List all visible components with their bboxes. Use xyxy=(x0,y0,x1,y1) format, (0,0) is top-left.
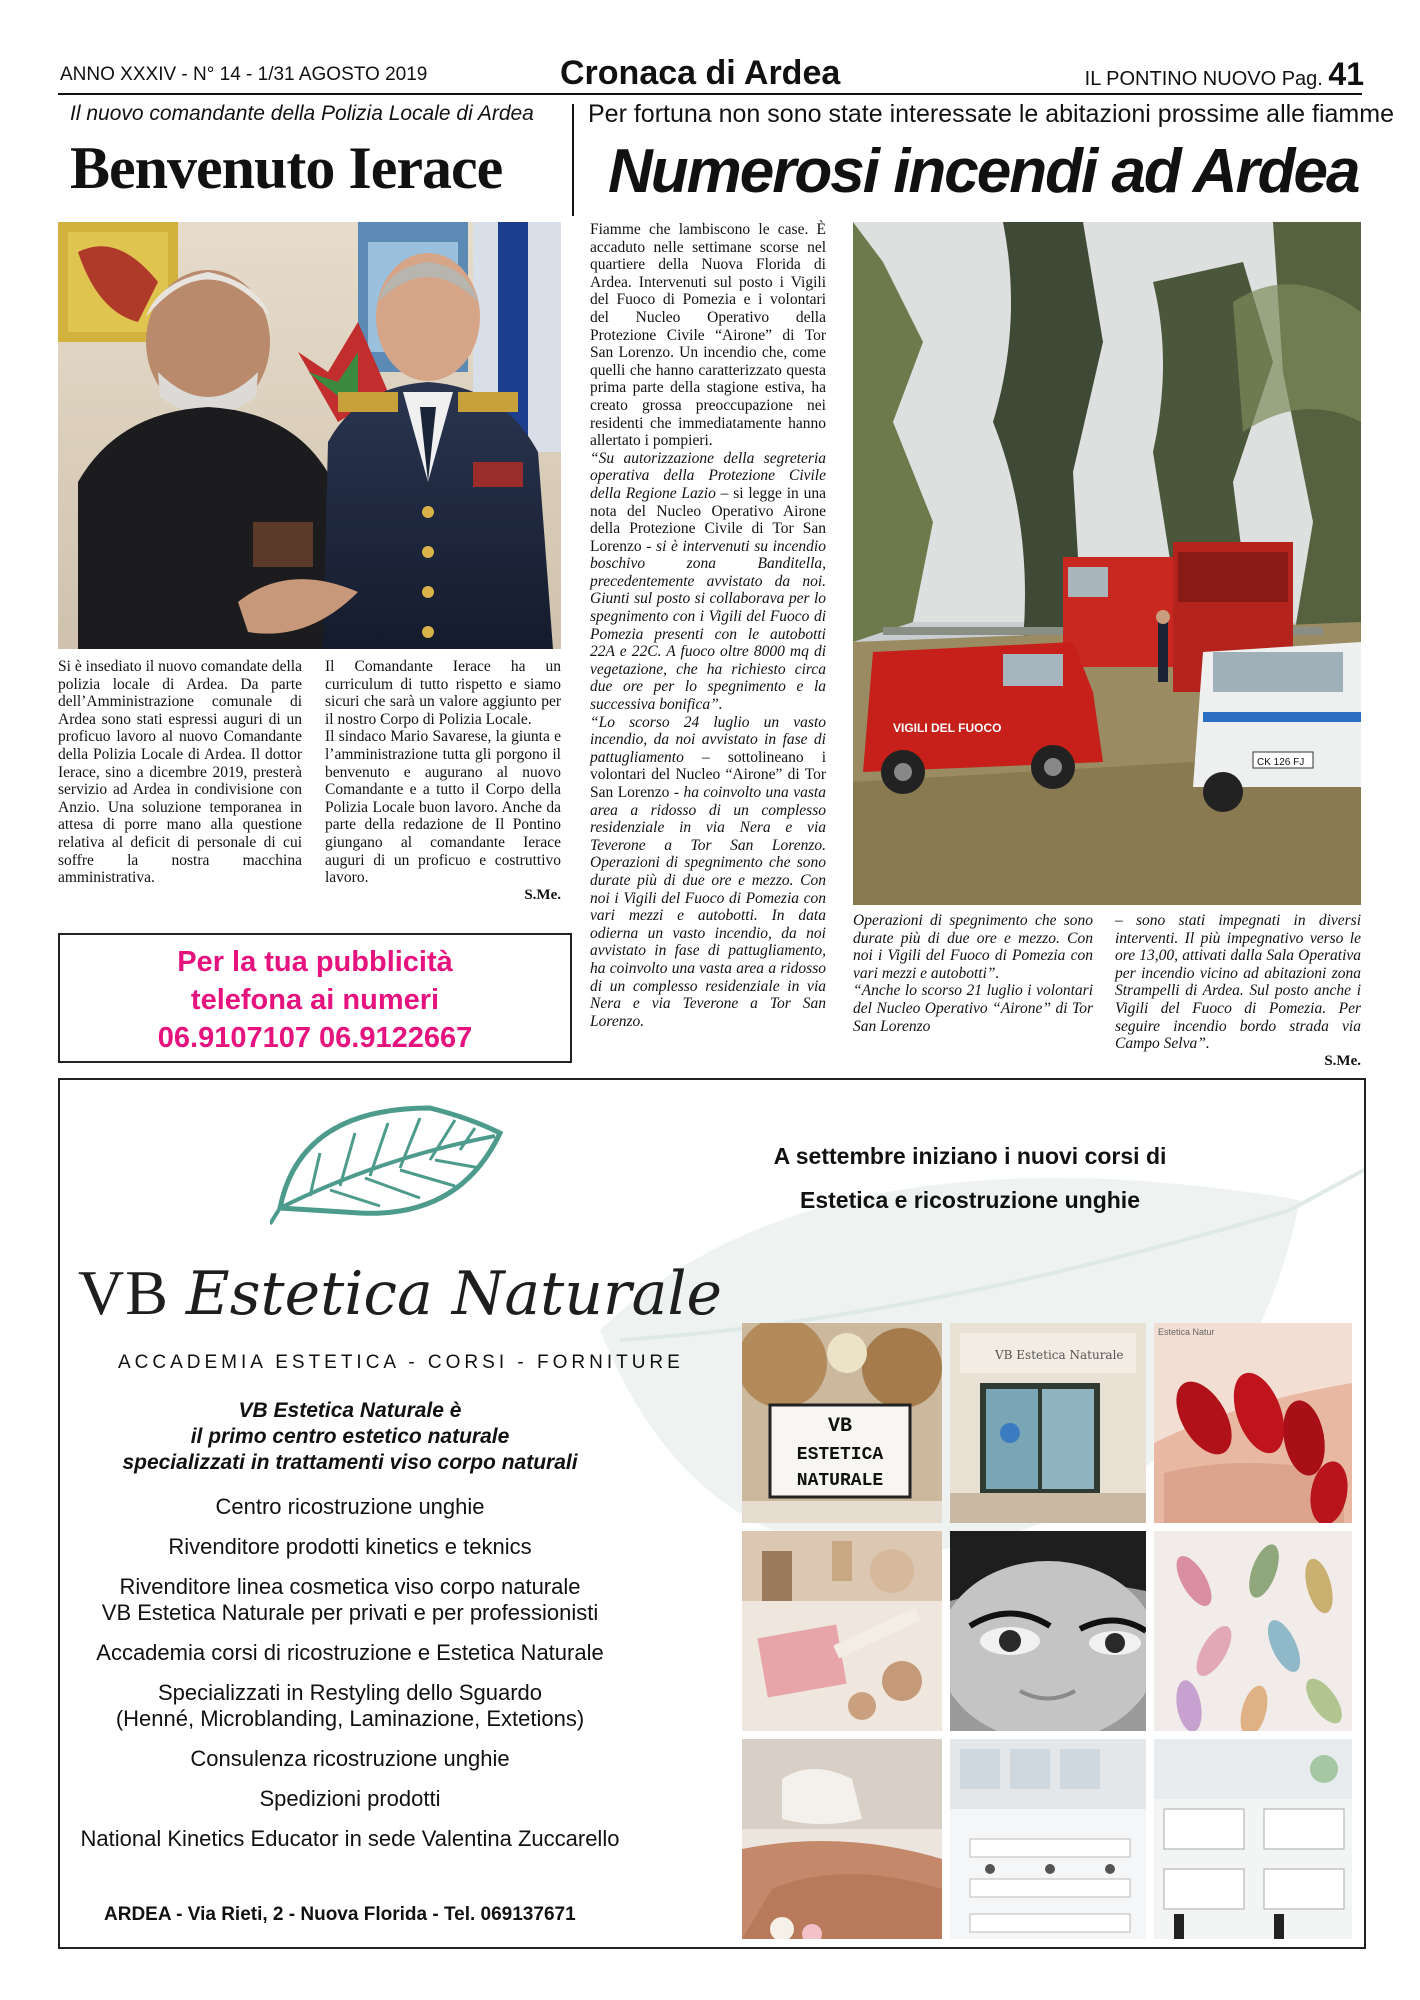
service-item: Rivenditore prodotti kinetics e teknics xyxy=(168,1534,532,1559)
shop-sign-text: VB Estetica Naturale xyxy=(995,1348,1124,1362)
service-item: (Henné, Microblanding, Laminazione, Extetions) xyxy=(115,1706,585,1731)
advertising-box xyxy=(58,933,572,1063)
article2-quote2a: “Lo scorso 24 luglio un vasto incendio, da noi avvistato in fase di pattugliamento xyxy=(590,713,826,766)
article1-text-1: Si è insediato il nuovo comandate della polizia locale di Ardea. Da parte dell’Amministrazione comunale di Ardea sono stati espressi auguri di un proficuo lavoro al nuovo Comandante della Polizia Locale di Ardea. Il dottor Ierace, sino a dicembre 2019, presterà servizio ad Ardea in condivisione con Anzio. Una soluzione temporanea in attesa di porre mano alla questione relativa al deficit di personale di cui soffre la nostra macchina amministrativa. xyxy=(58,658,302,887)
article2-headline: Numerosi incendi ad Ardea xyxy=(608,137,1359,206)
service-item: Specializzati in Restyling dello Sguardo xyxy=(158,1680,542,1705)
article2-quote3a: “Anche lo scorso 21 luglio i volontari del Nucleo Operativo “Airone” di Tor San Lorenzo xyxy=(853,982,1093,1035)
brand-prefix: VB xyxy=(78,1257,169,1328)
brand-subtitle: ACCADEMIA ESTETICA - CORSI - FORNITURE xyxy=(118,1352,684,1373)
commander-photo xyxy=(58,222,561,649)
eyes-photo xyxy=(950,1531,1146,1731)
red-nails-photo xyxy=(1154,1323,1352,1523)
article2-quote1c: si è intervenuti su incendio boschivo zona Banditella, precedentemente avvistato da noi. Giunti sul posto si collaborava per lo spegnimento con i Vigili del Fuoco di Pomezia presenti con le autobotti 22A e 22C. A fuoco oltre 8000 mq di vegetazione, che ha richiesto circa due ore per lo spegnimento e la successiva bonifica”. xyxy=(590,537,826,714)
service-item: Centro ricostruzione unghie xyxy=(215,1494,485,1519)
headline-divider xyxy=(572,104,574,216)
makeup-photo xyxy=(742,1531,942,1731)
article1-column-1 xyxy=(58,658,302,887)
service-item: National Kinetics Educator in sede Valentina Zuccarello xyxy=(80,1826,620,1851)
plate-text: CK 126 FJ xyxy=(1257,757,1305,768)
intro-line-1: VB Estetica Naturale è xyxy=(238,1399,462,1422)
article2-p1: Fiamme che lambiscono le case. È accaduto nelle settimane scorse nel quartiere della Nuova Florida di Ardea. Intervenuti sul posto i Vigili del Fuoco di Pomezia e i volontari del Nucleo Operativo della Protezione Civile “Airone” di Tor San Lorenzo. Un incendio che, come quelli che hanno caratterizzato questa prima parte della stagione estiva, ha creato grossa preoccupazione nei residenti che immediatamente hanno allertato i pompieri. xyxy=(590,221,826,450)
classroom-photo xyxy=(950,1739,1146,1939)
estetica-ad xyxy=(58,1078,1366,1949)
article2-column-3 xyxy=(1115,912,1361,1070)
article2-column-1 xyxy=(590,221,826,1030)
article2-quote1a: “Su autorizzazione della segreteria operativa della Protezione Civile della Regione Lazio xyxy=(590,449,826,502)
article2-p4: Operazioni di spegnimento che sono durate più di due ore e mezzo. Con noi i Vigili del Fuoco di Pomezia con vari mezzi e autobotti”. xyxy=(853,912,1093,982)
services-list xyxy=(60,1398,640,1852)
brand-script: Estetica Naturale xyxy=(185,1259,723,1329)
article1-text-2a: Il Comandante Ierace ha un curriculum di tutto rispetto e siamo sicuri che sarà un valore aggiunto per il nostro Corpo di Polizia Locale. xyxy=(325,658,561,728)
article1-text-2b: Il sindaco Mario Savarese, la giunta e l’amministrazione tutta gli porgono il benvenuto e augurano al nuovo Comandante e a tutto il Corpo della Polizia Locale buon lavoro. Anche da parte della redazione de Il Pontino giungano al comandante Ierace auguri di un proficuo e costruttivo lavoro. xyxy=(325,728,561,887)
intro-line-2: il primo centro estetico naturale xyxy=(190,1425,510,1448)
salon-room-photo xyxy=(1154,1739,1352,1939)
article2-signature: S.Me. xyxy=(1324,1052,1361,1069)
article1-column-2 xyxy=(325,658,561,904)
service-item: Rivenditore linea cosmetica viso corpo naturale xyxy=(119,1574,581,1599)
lightbox-line-2: ESTETICA xyxy=(796,1445,884,1465)
paper-name: IL PONTINO NUOVO Pag. xyxy=(1084,68,1323,90)
article2-quote1b: – si legge in una nota del Nucleo Operativo Airone della Protezione Civile di Tor San Lorenzo - xyxy=(590,484,826,555)
masthead-rule xyxy=(58,93,1362,95)
intro-line-3: specializzati in trattamenti viso corpo naturali xyxy=(122,1451,578,1474)
lightbox-photo xyxy=(742,1323,942,1523)
article1-headline: Benvenuto Ierace xyxy=(70,135,503,201)
issue-info: ANNO XXXIV - N° 14 - 1/31 AGOSTO 2019 xyxy=(60,64,428,85)
page-number: 41 xyxy=(1328,56,1364,92)
lightbox-line-1: VB xyxy=(827,1415,853,1438)
ad-line-2: telefona ai numeri xyxy=(190,984,440,1016)
article2-kicker: Per fortuna non sono state interessate le abitazioni prossime alle fiamme xyxy=(588,100,1394,128)
tile-caption: Estetica Natur xyxy=(1158,1327,1215,1337)
article1-kicker: Il nuovo comandante della Polizia Locale di Ardea xyxy=(70,102,534,125)
massage-photo xyxy=(742,1739,942,1939)
article2-quote3b: – sono stati impegnati in diversi interventi. Il più impegnativo verso le ore 13,00, attivati dalla Sala Operativa per incendio vicino ad abitazioni zona Strampelli di Ardea. Sul posto anche i Vigili del Fuoco di Pomezia. Per seguire incendio bordo strada via Campo Selva”. xyxy=(1115,912,1361,1053)
leaf-logo-icon xyxy=(270,1098,510,1228)
nail-art-photo xyxy=(1154,1531,1352,1731)
courses-line-1: A settembre iniziano i nuovi corsi di xyxy=(773,1143,1167,1169)
service-item: Spedizioni prodotti xyxy=(259,1786,441,1811)
service-item: Accademia corsi di ricostruzione e Estetica Naturale xyxy=(96,1640,604,1665)
shop-front-photo xyxy=(950,1323,1146,1523)
ad-line-1: Per la tua pubblicità xyxy=(177,946,453,978)
article2-column-2 xyxy=(853,912,1093,1035)
section-title: Cronaca di Ardea xyxy=(560,54,841,92)
truck-side-text: VIGILI DEL FUOCO xyxy=(893,721,1002,735)
service-item: Consulenza ricostruzione unghie xyxy=(190,1746,510,1771)
ad-phone-numbers: 06.9107107 06.9122667 xyxy=(157,1022,473,1054)
fire-trucks-photo xyxy=(853,222,1361,905)
brand-name xyxy=(78,1256,722,1330)
courses-headline xyxy=(700,1134,1240,1222)
paper-page xyxy=(1085,56,1364,93)
ad-address: ARDEA - Via Rieti, 2 - Nuova Florida - Tel. 069137671 xyxy=(104,1904,576,1925)
service-item: VB Estetica Naturale per privati e per professionisti xyxy=(101,1600,599,1625)
article1-signature: S.Me. xyxy=(524,886,561,903)
article2-quote2b: – sottolineano i volontari del Nucleo “Airone” di Tor San Lorenzo - xyxy=(590,748,826,801)
lightbox-line-3: NATURALE xyxy=(796,1471,884,1491)
article2-quote2c: ha coinvolto una vasta area a ridosso di un complesso residenziale in via Nera e via Teverone a Tor San Lorenzo. Operazioni di spegnimento che sono durate più di due ore e mezzo. Con noi i Vigili del Fuoco di Pomezia con vari mezzi e autobotti. In data odierna un vasto incendio, da noi avvistato in fase di pattugliamento, ha coinvolto una vasta area a ridosso di un complesso residenziale in via Nera e via Teverone a Tor San Lorenzo. xyxy=(590,784,826,1030)
courses-line-2: Estetica e ricostruzione unghie xyxy=(800,1187,1140,1213)
